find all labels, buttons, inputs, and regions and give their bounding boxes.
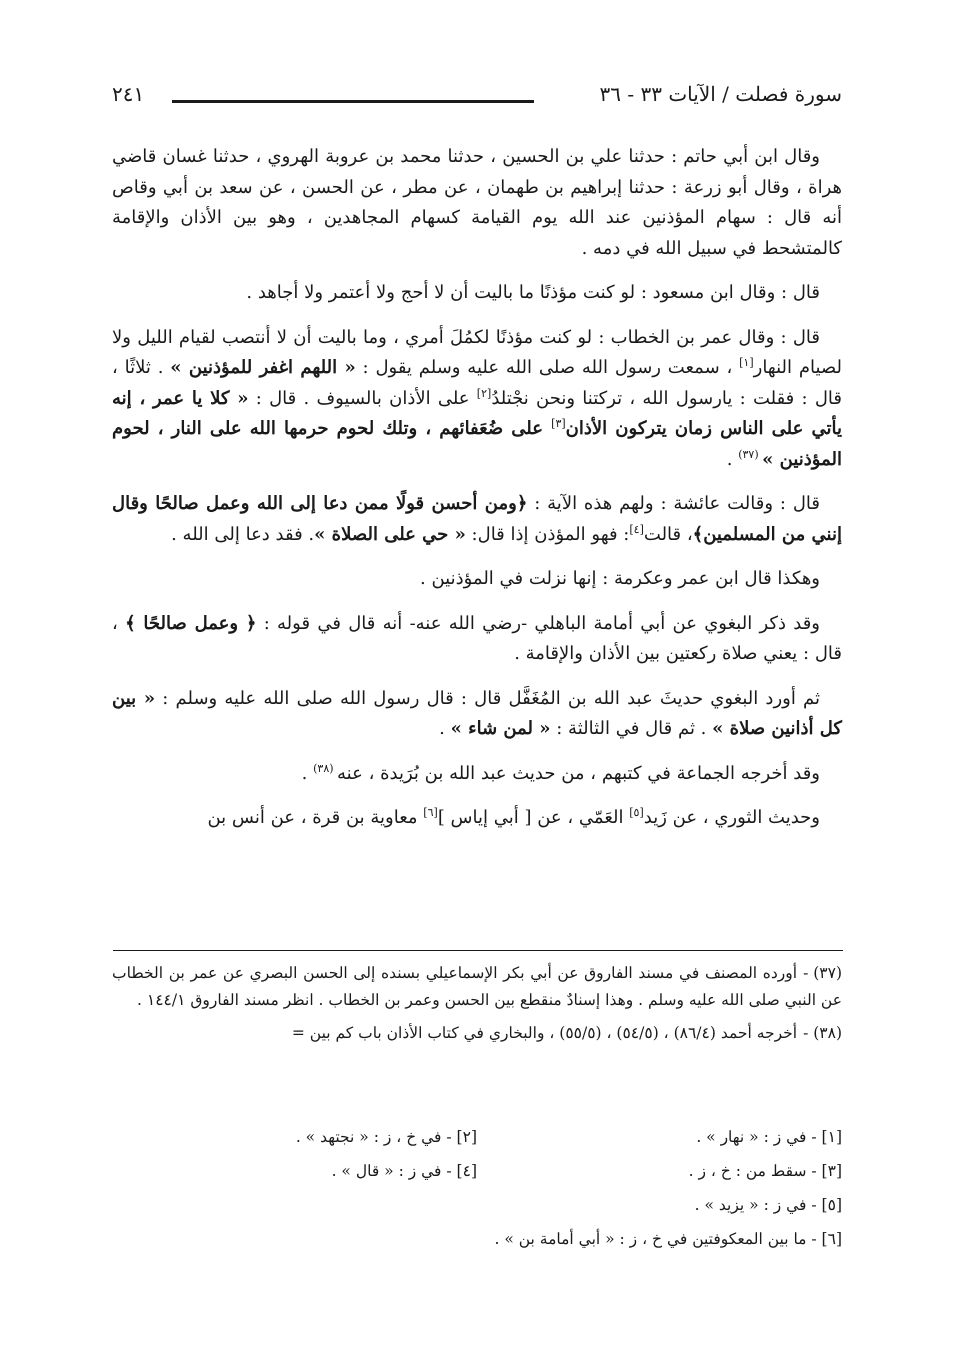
variant-ref: [٢] <box>476 386 492 400</box>
manuscript-variants <box>112 1120 842 1256</box>
paragraph-1: وقال ابن أبي حاتم : حدثنا علي بن الحسين ، حدثنا محمد بن عروبة الهروي ، حدثنا غسان قاضي هراة ، وقال أبو زرعة : حدثنا إبراهيم بن طهمان ، عن مطر ، عن الحسن ، عن سعد بن أبي وقاص أنه قال : سهام المؤذنين عند الله يوم القيامة كسهام المجاهدين ، وهو بين الأذان والإقامة كالمتشحط في سبيل الله في دمه . <box>112 146 843 259</box>
quran-verse: ﴿ومن أحسن قولًا ممن دعا إلى الله وعمل صالحًا وقال إنني من المسلمين﴾ <box>112 493 842 545</box>
text-segment: . ثلاثًا ، قال : فقلت : يارسول الله ، تركتنا ونحن نجْتلدُ <box>112 357 843 409</box>
text-segment: معاوية بن قرة ، عن أنس بن <box>207 807 424 828</box>
text-segment: . <box>726 448 739 470</box>
variant-2: [٢] - في خ ، ز : « نجتهد » . <box>295 1128 477 1146</box>
text-segment: . ثم قال في الثالثة : <box>550 718 713 739</box>
hadith-quote: على ضُعَفائهم ، وتلك لحوم حرمها الله على النار ، لحوم المؤذنين » <box>112 418 842 470</box>
variant-ref: [٦] <box>423 806 438 819</box>
quran-verse: ﴿ وعمل صالحًا ﴾ <box>125 612 257 634</box>
header-rule <box>172 100 534 103</box>
paragraph-7 <box>112 684 842 745</box>
footnote-38 <box>112 1020 842 1047</box>
footnote-divider <box>113 950 843 951</box>
footnote-ref: (٣٧) <box>738 447 763 461</box>
footnote-ref: (٣٨) <box>313 761 338 775</box>
text-segment: : فهو المؤذن إذا قال: <box>465 523 630 545</box>
header-title: سورة فصلت / الآيات ٣٣ - ٣٦ <box>599 82 842 106</box>
footnote-text: أخرجه أحمد (٨٦/٤) ، (٥٤/٥) ، (٥٥/٥) ، والبخاري في كتاب الأذان باب كم بين = <box>291 1024 798 1042</box>
hadith-quote: « لمن شاء » <box>450 718 551 739</box>
hadith-quote: « بين كل أذانين صلاة » <box>112 687 842 739</box>
hadith-quote: « حي على الصلاة » <box>314 523 466 545</box>
text-segment: قال : وقال عمر بن الخطاب : لو كنت مؤذنًا لكمُلَ أمري ، وما باليت أن لا أنتصب لقيام الليل ولا لصيام النهار <box>112 326 842 378</box>
variant-row <box>112 1188 842 1222</box>
variant-4: [٤] - في ز : « قال » . <box>331 1162 477 1180</box>
hadith-quote: « كلا يا عمر ، إنه يأتي على الناس زمان يتركون الأذان <box>112 387 842 439</box>
variant-5: [٥] - في ز : « يزيد » . <box>694 1196 842 1214</box>
variant-row <box>112 1154 842 1188</box>
text-segment: قال : وقالت عائشة : ولهم هذه الآية : <box>527 493 820 514</box>
variant-ref: [٤] <box>629 522 644 536</box>
variant-1: [١] - في ز : « نهار » . <box>696 1128 842 1146</box>
variant-ref: [٥] <box>629 806 644 819</box>
text-segment: وقد أخرجه الجماعة في كتبهم ، من حديث عبد الله بن بُرَيدة ، عنه <box>337 762 820 784</box>
page-header <box>112 82 842 118</box>
variant-3: [٣] - سقط من : خ ، ز . <box>688 1162 842 1180</box>
footnote-label: (٣٧) - <box>803 964 842 982</box>
page-number: ٢٤١ <box>112 82 145 106</box>
paragraph-8 <box>112 759 842 790</box>
paragraph-5: وهكذا قال ابن عمر وعكرمة : إنها نزلت في المؤذنين . <box>420 568 820 589</box>
text-segment: ، قال : يعني صلاة ركعتين بين الأذان والإقامة . <box>112 612 842 664</box>
variant-6: [٦] - ما بين المعكوفتين في خ ، ز : « أبي أمامة بن » . <box>494 1230 842 1248</box>
paragraph-3 <box>112 323 842 476</box>
text-segment: ، قالت <box>643 523 693 545</box>
footnote-text: أورده المصنف في مسند الفاروق عن أبي بكر الإسماعيلي بسنده إلى الحسن البصري عن عمر بن الخطاب عن النبي صلى الله عليه وسلم . وهذا إسنادٌ منقطع بين الحسن وعمر بن الخطاب . انظر مسند الفاروق ١٤٤/١ . <box>112 964 842 1009</box>
text-segment: ، سمعت رسول الله صلى الله عليه وسلم يقول : <box>355 357 740 378</box>
paragraph-9 <box>112 803 842 834</box>
variant-ref: [١] <box>739 356 754 369</box>
text-segment: . فقد دعا إلى الله . <box>171 523 315 545</box>
main-text <box>112 142 842 848</box>
footnote-37 <box>112 960 842 1014</box>
variant-row <box>112 1222 842 1256</box>
text-segment: وقد ذكر البغوي عن أبي أمامة الباهلي -رضي الله عنه- أنه قال في قوله : <box>256 612 820 634</box>
text-segment: . <box>301 762 314 784</box>
text-segment: ثم أورد البغوي حديثَ عبد الله بن المُغَفَّل قال : قال رسول الله صلى الله عليه وسلم : <box>155 687 820 709</box>
text-segment: . <box>439 718 451 739</box>
text-segment: العَمّي ، عن [ أبي إياس ] <box>437 807 630 828</box>
paragraph-6 <box>112 609 842 670</box>
paragraph-4 <box>112 489 842 550</box>
footnotes <box>112 960 842 1053</box>
hadith-quote: « اللهم اغفر للمؤذنين » <box>170 357 356 378</box>
text-segment: وحديث الثوري ، عن زَيد <box>643 807 820 828</box>
variant-row <box>112 1120 842 1154</box>
paragraph-2: قال : وقال ابن مسعود : لو كنت مؤذنًا ما باليت أن لا أحج ولا أعتمر ولا أجاهد . <box>246 282 820 303</box>
text-segment: على الأذان بالسيوف . قال : <box>248 387 477 409</box>
footnote-label: (٣٨) - <box>803 1024 842 1042</box>
variant-ref: [٣] <box>551 417 566 430</box>
